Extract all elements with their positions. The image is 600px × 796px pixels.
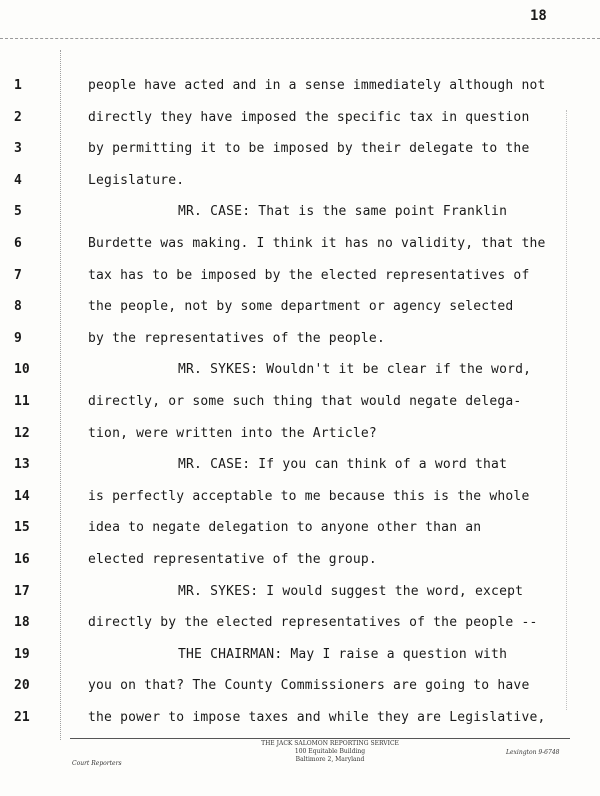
line-number: 12: [14, 426, 30, 441]
transcript-line: directly by the elected representatives of the people --: [88, 615, 538, 630]
transcript-line: people have acted and in a sense immediately although not: [88, 78, 546, 93]
service-address-line-2: Baltimore 2, Maryland: [295, 756, 365, 763]
line-number: 18: [14, 615, 30, 630]
transcript-line: directly they have imposed the specific tax in question: [88, 110, 530, 125]
line-number: 4: [14, 173, 22, 188]
transcript-line: MR. CASE: If you can think of a word that: [178, 457, 508, 472]
left-margin-line: [60, 50, 61, 740]
line-number: 5: [14, 204, 22, 219]
line-number: 15: [14, 520, 30, 535]
line-number: 17: [14, 584, 30, 599]
line-number: 6: [14, 236, 22, 251]
line-number: 2: [14, 110, 22, 125]
transcript-line: you on that? The County Commissioners are going to have: [88, 678, 530, 693]
transcript-line: tax has to be imposed by the elected representatives of: [88, 268, 530, 283]
footer-rule: [70, 738, 570, 739]
line-number: 14: [14, 489, 30, 504]
transcript-line: MR. SYKES: I would suggest the word, except: [178, 584, 524, 599]
line-number: 9: [14, 331, 22, 346]
line-number: 10: [14, 362, 30, 377]
line-number: 7: [14, 268, 22, 283]
transcript-line: is perfectly acceptable to me because this is the whole: [88, 489, 530, 504]
page-number: 18: [530, 8, 547, 24]
transcript-line: by permitting it to be imposed by their delegate to the: [88, 141, 530, 156]
transcript-line: MR. SYKES: Wouldn't it be clear if the word,: [178, 362, 532, 377]
transcript-line: Burdette was making. I think it has no validity, that the: [88, 236, 546, 251]
line-number: 16: [14, 552, 30, 567]
top-rule: [0, 38, 600, 39]
line-number: 19: [14, 647, 30, 662]
right-margin-line: [566, 110, 567, 710]
transcript-line: elected representative of the group.: [88, 552, 377, 567]
line-number: 11: [14, 394, 30, 409]
transcript-line: the power to impose taxes and while they are Legislative,: [88, 710, 546, 725]
footer-phone: Lexington 9-6748: [506, 749, 560, 756]
footer-court-reporters: Court Reporters: [72, 760, 122, 767]
line-number: 3: [14, 141, 22, 156]
transcript-line: Legislature.: [88, 173, 185, 188]
transcript-line: THE CHAIRMAN: May I raise a question with: [178, 647, 508, 662]
footer-letterhead: [230, 740, 430, 764]
line-number: 8: [14, 299, 22, 314]
transcript-line: by the representatives of the people.: [88, 331, 385, 346]
transcript-line: MR. CASE: That is the same point Franklin: [178, 204, 508, 219]
transcript-line: the people, not by some department or agency selected: [88, 299, 514, 314]
line-number: 1: [14, 78, 22, 93]
transcript-line: directly, or some such thing that would negate delega-: [88, 394, 522, 409]
line-number: 13: [14, 457, 30, 472]
service-address-line-1: 100 Equitable Building: [294, 748, 366, 755]
transcript-line: idea to negate delegation to anyone other than an: [88, 520, 482, 535]
line-number: 20: [14, 678, 30, 693]
transcript-line: tion, were written into the Article?: [88, 426, 377, 441]
reporting-service-name: THE JACK SALOMON REPORTING SERVICE: [261, 740, 399, 747]
line-number: 21: [14, 710, 30, 725]
